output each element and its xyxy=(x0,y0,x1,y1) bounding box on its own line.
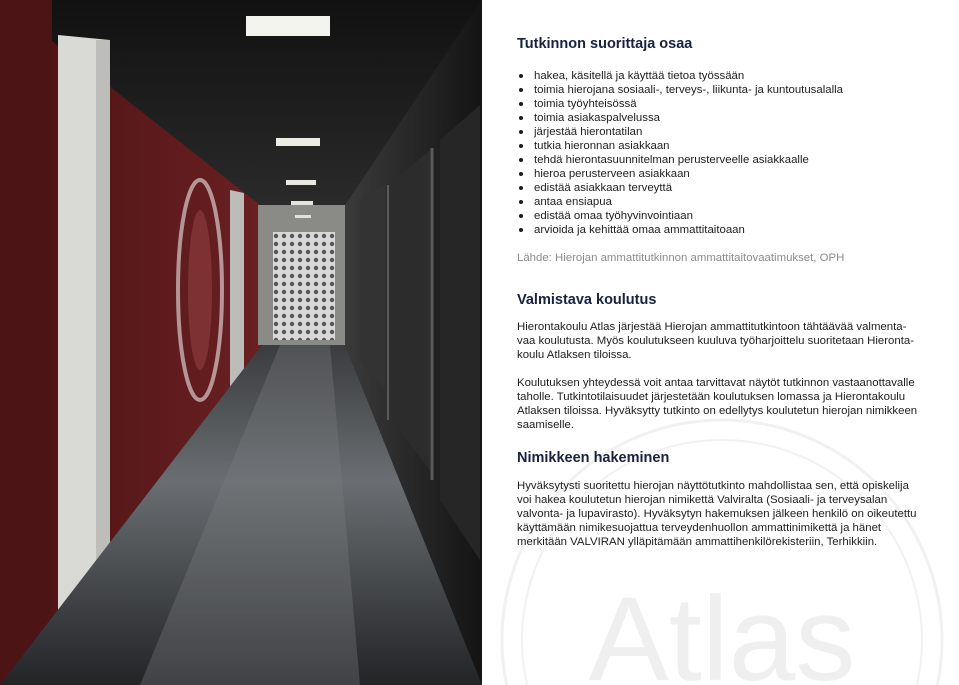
list-item: edistää asiakkaan terveyttä xyxy=(517,181,937,195)
section-title-competences: Tutkinnon suorittaja osaa xyxy=(517,36,693,52)
list-item: hieroa perusterveen asiakkaan xyxy=(517,167,937,181)
source-note: Lähde: Hierojan ammattitutkinnon ammattitaitovaatimukset, OPH xyxy=(517,252,845,264)
list-item: toimia työyhteisössä xyxy=(517,97,937,111)
list-item: hakea, käsitellä ja käyttää tietoa työssään xyxy=(517,69,937,83)
list-item: tehdä hierontasuunnitelman perusterveelle asiakkaalle xyxy=(517,153,937,167)
list-item: toimia hierojana sosiaali-, terveys-, liikunta- ja kuntoutusalalla xyxy=(517,83,937,97)
list-item: arvioida ja kehittää omaa ammattitaitoaan xyxy=(517,223,937,237)
list-item: edistää omaa työhyvinvointiaan xyxy=(517,209,937,223)
list-item: antaa ensiapua xyxy=(517,195,937,209)
list-item: tutkia hieronnan asiakkaan xyxy=(517,139,937,153)
list-item: järjestää hierontatilan xyxy=(517,125,937,139)
document-text xyxy=(517,35,937,549)
section-title-title-application: Nimikkeen hakeminen xyxy=(517,450,670,466)
training-paragraph-1: Hierontakoulu Atlas järjestää Hierojan ammattitutkintoon tähtäävää valmenta- vaa koulutusta. Myös koulutukseen kuuluva työharjoittelu suoritetaan Hieronta- koulu Atlaksen tiloissa. xyxy=(517,321,914,361)
application-paragraph: Hyväksytysti suoritettu hierojan näyttötutkinto mahdollistaa sen, että opiskelija voi hakea koulutetun hierojan nimikettä Valviralta (Sosiaali- ja terveysalan valvonta- ja lupavirasto). Hyväksytyn hakemuksen jälkeen henkilö on oikeutettu käyttämään nimikesuojattua terveydenhuollon ammattinimikettä ja hänet merkitään VALVIRAN ylläpitämään ammattihenkilörekisteriin, Terhikkiin. xyxy=(517,480,917,548)
training-paragraph-2: Koulutuksen yhteydessä voit antaa tarvittavat näytöt tutkinnon vastaanottavalle taholle. Tutkintotilaisuudet järjestetään koulutuksen lomassa ja Hierontakoulu Atlaksen tiloissa. Hyväksytty tutkinto on edellytys koulutetun hierojan nimikkeen saamiselle. xyxy=(517,377,918,431)
section-title-training: Valmistava koulutus xyxy=(517,292,657,308)
list-item: toimia asiakaspalvelussa xyxy=(517,111,937,125)
competence-list xyxy=(517,69,937,237)
watermark-text: Atlas xyxy=(588,572,856,685)
